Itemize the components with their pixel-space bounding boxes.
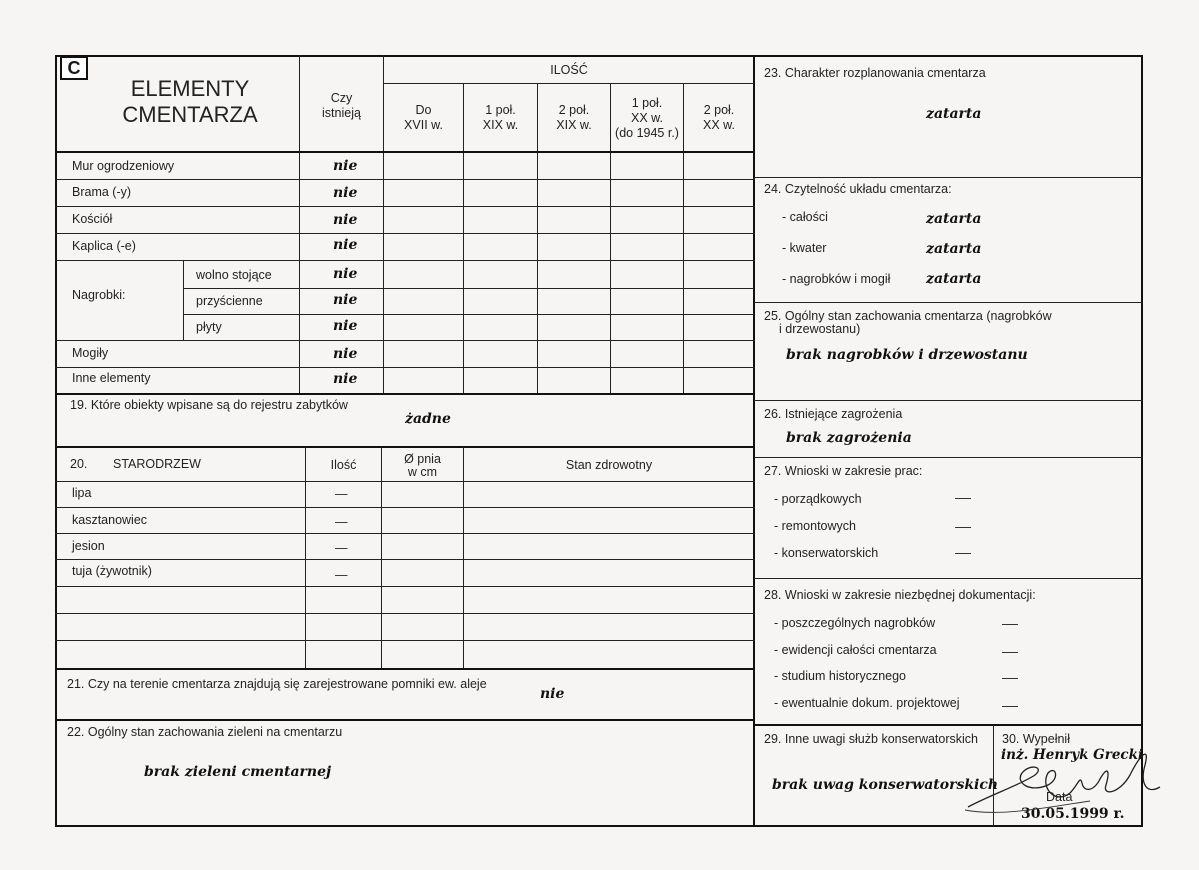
q28-label: 28. Wnioski w zakresie niezbędnej dokumentacji: [764, 588, 1036, 602]
signature-scribble [960, 735, 1170, 820]
q24-label: 24. Czytelność układu cmentarza: [764, 182, 952, 196]
q20-col-health: Stan zdrowotny [565, 458, 653, 472]
q28-dash [1002, 678, 1018, 679]
grid-line [754, 457, 1143, 458]
row-label: Inne elementy [72, 371, 151, 385]
grid-line [754, 724, 1143, 726]
q27-item: - konserwatorskich [774, 546, 879, 560]
q24-answer: zatarta [926, 211, 982, 227]
grid-line [55, 533, 755, 534]
tree-qty: — [335, 515, 348, 529]
q28-item: - ewidencji całości cmentarza [774, 643, 937, 657]
grid-line [55, 668, 755, 670]
grid-line [55, 613, 755, 614]
grid-line [55, 367, 755, 368]
period-4b: XX w. [631, 111, 663, 125]
tree-name: jesion [72, 539, 105, 553]
q23-label: 23. Charakter rozplanowania cmentarza [764, 66, 986, 80]
grid-line [183, 314, 754, 315]
grid-line [55, 179, 755, 180]
q26-label: 26. Istniejące zagrożenia [764, 407, 903, 421]
grid-line [55, 640, 755, 641]
exists-value: nie [333, 292, 358, 308]
tree-qty: — [335, 487, 348, 501]
center-divider [753, 55, 755, 827]
grid-line [55, 446, 755, 448]
q30-date: 30.05.1999 r. [1021, 806, 1125, 822]
q21-answer: nie [540, 686, 565, 702]
tree-name: kasztanowiec [72, 513, 148, 527]
grid-line [55, 586, 755, 587]
q27-label: 27. Wnioski w zakresie prac: [764, 464, 923, 478]
tree-qty: — [335, 541, 348, 555]
form-frame [55, 55, 1143, 827]
grid-line [754, 177, 1143, 178]
q30-name: inż. Henryk Grecki [1001, 747, 1144, 763]
table-title-1: ELEMENTY [130, 76, 250, 101]
q30-label: 30. Wypełnił [1002, 732, 1070, 746]
row-label: Kaplica (-e) [72, 239, 136, 253]
q25-label-2: i drzewostanu) [779, 322, 861, 336]
q24-answer: zatarta [926, 271, 982, 287]
q20-col-diameter-1: Ø pnia [404, 452, 441, 466]
q26-answer: brak zagrożenia [786, 430, 912, 446]
q27-dash [955, 553, 971, 554]
q27-dash [955, 527, 971, 528]
col-exists-1: Czy [330, 91, 353, 105]
q19-label: 19. Które obiekty wpisane są do rejestru zabytków [70, 398, 348, 412]
q22-label: 22. Ogólny stan zachowania zieleni na cmentarzu [67, 725, 343, 739]
q28-item: - ewentualnie dokum. projektowej [774, 696, 960, 710]
col-quantity: ILOŚĆ [550, 63, 588, 77]
q28-item: - studium historycznego [774, 669, 907, 683]
exists-value: nie [333, 185, 358, 201]
row-label: płyty [196, 320, 222, 334]
period-2b: XIX w. [482, 118, 519, 132]
row-label: Brama (-y) [72, 185, 132, 199]
exists-value: nie [333, 346, 358, 362]
q24-item: - całości [782, 210, 828, 224]
period-1a: Do [415, 103, 432, 117]
grid-line [55, 206, 755, 207]
exists-value: nie [333, 318, 358, 334]
table-title-2: CMENTARZA [122, 102, 258, 127]
period-2a: 1 poł. [485, 103, 516, 117]
q29-label: 29. Inne uwagi służb konserwatorskich [764, 732, 979, 746]
grid-line [55, 233, 755, 234]
q25-label-1: 25. Ogólny stan zachowania cmentarza (nagrobków [764, 309, 1052, 323]
q24-item: - nagrobków i mogił [782, 272, 891, 286]
row-label: Mogiły [72, 346, 109, 360]
q20-col-quantity: Ilość [330, 458, 357, 472]
grid-line [55, 151, 755, 153]
q20-number: 20. [70, 457, 88, 471]
tree-name: tuja (żywotnik) [72, 564, 152, 578]
q20-title: STARODRZEW [113, 457, 201, 471]
q22-answer: brak zieleni cmentarnej [144, 764, 332, 780]
exists-value: nie [333, 158, 358, 174]
exists-value: nie [333, 212, 358, 228]
row-label: Kościół [72, 212, 113, 226]
grid-line [55, 340, 755, 341]
grid-line [754, 302, 1143, 303]
grid-line [754, 578, 1143, 579]
row-label: przyścienne [196, 294, 263, 308]
q24-answer: zatarta [926, 241, 982, 257]
q21-label: 21. Czy na terenie cmentarza znajdują się zarejestrowane pomniki ew. aleje [67, 677, 487, 691]
grid-line [55, 719, 755, 721]
q20-col-diameter-2: w cm [407, 465, 438, 479]
q28-dash [1002, 652, 1018, 653]
q25-answer: brak nagrobków i drzewostanu [786, 347, 1028, 363]
period-4c: (do 1945 r.) [615, 126, 679, 140]
row-label: Mur ogrodzeniowy [72, 159, 175, 173]
grid-line [55, 481, 755, 482]
period-5b: XX w. [703, 118, 735, 132]
period-1b: XVII w. [404, 118, 443, 132]
exists-value: nie [333, 371, 358, 387]
grid-line [55, 507, 755, 508]
grid-line [55, 260, 755, 261]
exists-value: nie [333, 237, 358, 253]
q28-item: - poszczególnych nagrobków [774, 616, 936, 630]
q27-item: - remontowych [774, 519, 856, 533]
tree-name: lipa [72, 486, 92, 500]
q27-dash [955, 498, 971, 499]
grid-line [55, 559, 755, 560]
period-3a: 2 poł. [558, 103, 590, 117]
grid-line [55, 393, 755, 395]
q19-answer: żadne [405, 411, 451, 427]
q28-dash [1002, 706, 1018, 707]
tree-qty: — [335, 568, 348, 582]
gravestones-label: Nagrobki: [72, 288, 126, 302]
grid-line [183, 288, 754, 289]
row-label: wolno stojące [196, 268, 272, 282]
grid-line [183, 260, 184, 340]
q23-answer: zatarta [926, 106, 982, 122]
q30-date-label: Data [1046, 790, 1073, 804]
exists-value: nie [333, 266, 358, 282]
grid-line [383, 83, 754, 84]
period-3b: XIX w. [556, 118, 592, 132]
q27-item: - porządkowych [774, 492, 862, 506]
q29-answer: brak uwag konserwatorskich [772, 777, 999, 793]
section-letter: C [60, 56, 88, 80]
period-5a: 2 poł. [703, 103, 735, 117]
q28-dash [1002, 624, 1018, 625]
q24-item: - kwater [782, 241, 827, 255]
col-exists-2: istnieją [322, 106, 361, 120]
period-4a: 1 poł. [631, 96, 663, 110]
grid-line [754, 400, 1143, 401]
